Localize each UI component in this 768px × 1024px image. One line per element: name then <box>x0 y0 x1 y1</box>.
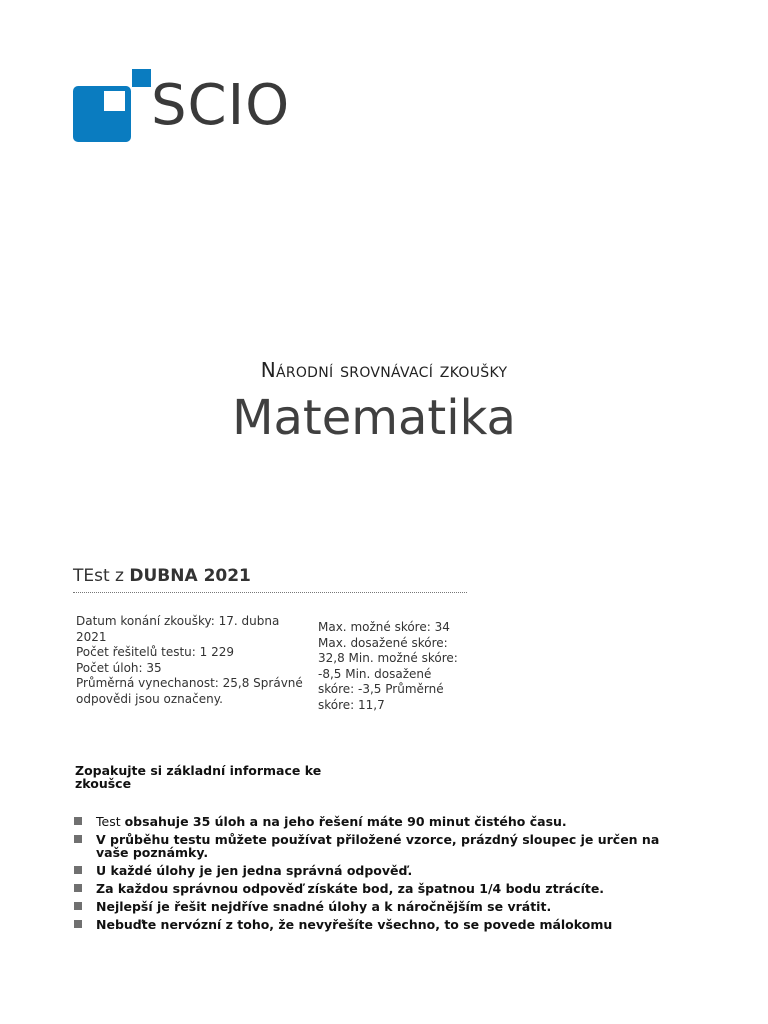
list-item: Za každou správnou odpověď získáte bod, za špatnou 1/4 bodu ztrácíte. <box>73 882 693 895</box>
square-bullet-icon <box>74 920 82 928</box>
test-info-left <box>76 614 312 707</box>
list-item: Test obsahuje 35 úloh a na jeho řešení máte 90 minut čistého času. <box>73 815 693 828</box>
score-line: 32,8 Min. možné skóre: <box>318 651 458 665</box>
square-bullet-icon <box>74 835 82 843</box>
square-bullet-icon <box>74 817 82 825</box>
test-info-right <box>318 620 458 713</box>
list-item: Nebuďte nervózní z toho, že nevyřešíte všechno, to se povede málokomu <box>73 918 693 931</box>
exam-series-title: Národní srovnávací zkoušky <box>260 358 508 382</box>
subject-title: Matematika <box>232 390 516 446</box>
square-bullet-icon <box>74 866 82 874</box>
score-line: -8,5 Min. dosažené <box>318 666 432 681</box>
score-line: skóre: -3,5 Průměrné <box>318 682 444 696</box>
score-line: Max. dosažené skóre: <box>318 635 448 650</box>
scio-wordmark: SCIO <box>151 73 291 138</box>
list-item: V průběhu testu můžete používat přiložené vzorce, prázdný sloupec je určen na vaše poznámky. <box>73 833 693 859</box>
info-line: odpovědi jsou označeny. <box>76 691 223 706</box>
info-line: Průměrná vynechanost: 25,8 Správné <box>76 676 303 690</box>
score-line: Max. možné skóre: 34 <box>318 620 450 634</box>
info-line: Datum konání zkoušky: 17. dubna 2021 <box>76 614 280 644</box>
square-bullet-icon <box>74 902 82 910</box>
info-line: Počet řešitelů testu: 1 229 <box>76 645 234 659</box>
test-heading <box>73 566 251 586</box>
test-heading-prefix: TEst z <box>73 566 130 586</box>
square-bullet-icon <box>74 884 82 892</box>
list-item: U každé úlohy je jen jedna správná odpověď. <box>73 864 693 877</box>
dotted-divider <box>73 592 467 593</box>
section-heading: Zopakujte si základní informace ke zkoušce <box>75 763 322 791</box>
info-line: Počet úloh: 35 <box>76 660 162 675</box>
test-heading-date: DUBNA 2021 <box>129 566 251 586</box>
list-item: Nejlepší je řešit nejdříve snadné úlohy a k náročnějším se vrátit. <box>73 900 693 913</box>
instructions-list <box>73 815 693 936</box>
score-line: skóre: 11,7 <box>318 697 385 712</box>
scio-logo <box>73 69 333 149</box>
scio-logo-mark-icon <box>73 69 153 149</box>
